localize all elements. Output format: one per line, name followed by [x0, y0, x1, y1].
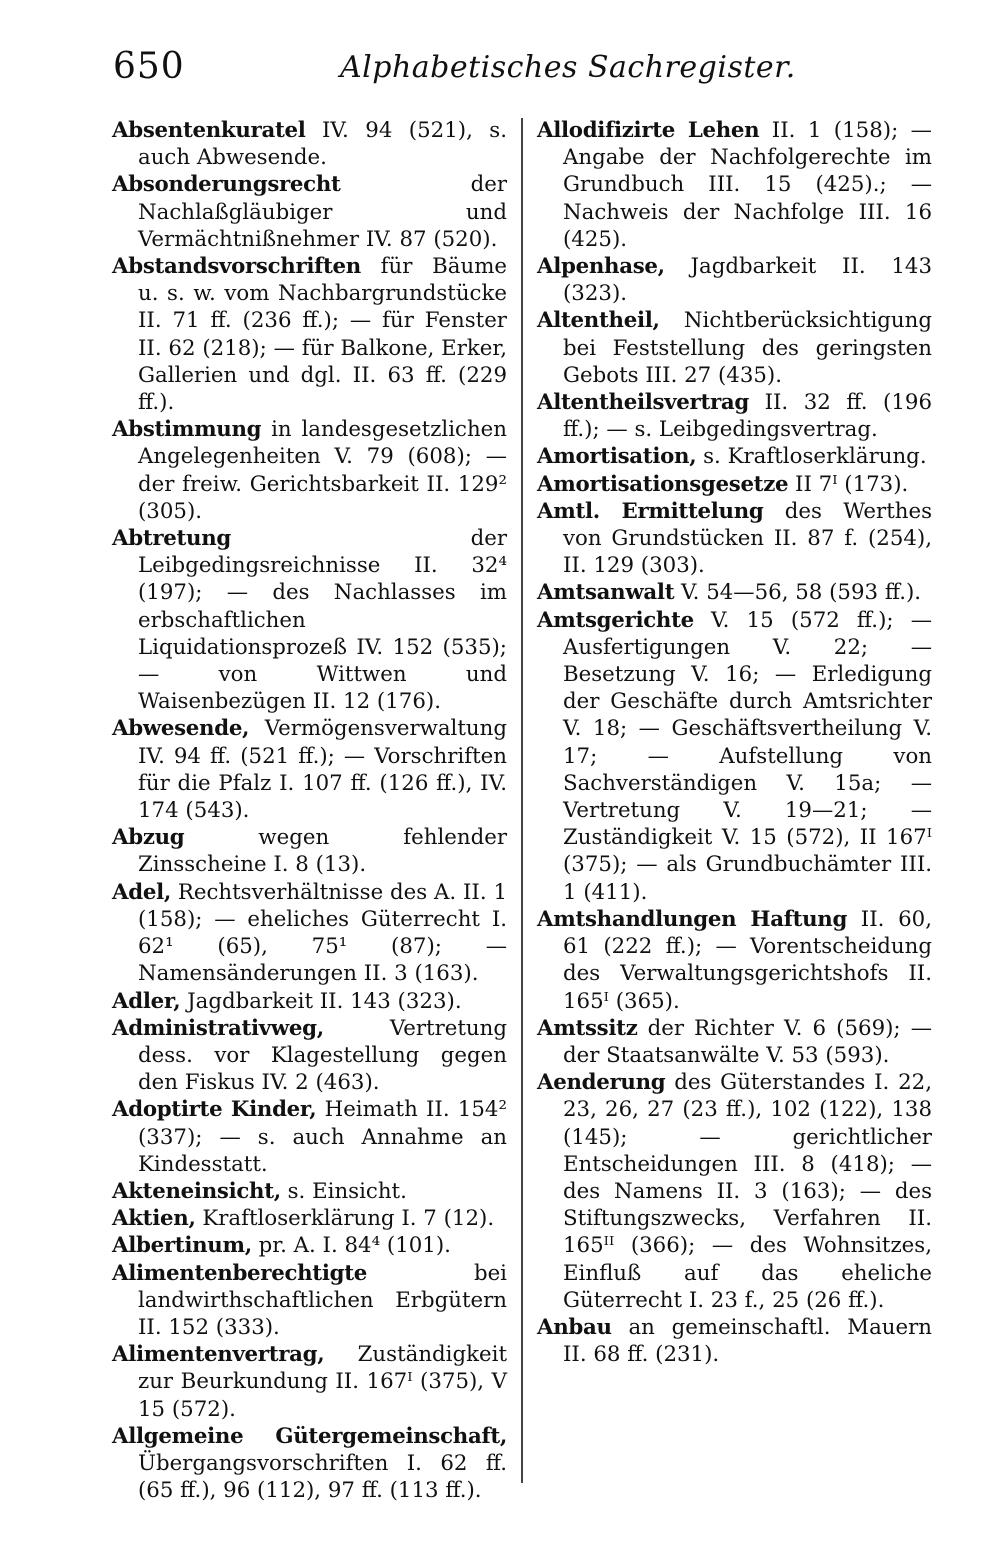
index-entry: [112, 715, 507, 824]
index-entry-headword: Altentheil,: [537, 308, 660, 334]
index-entry-references: in landesgesetzlichen Angelegenheiten V. 79 (608); — der freiw. Gerichtsbarkeit II. 129² (305).: [138, 417, 507, 524]
index-entry-references: der Leibgedingsreichnisse II. 32⁴ (197); — des Nachlasses im erbschaftlichen Liquidationsprozeß IV. 152 (535); — von Wittwen und Waisenbezügen II. 12 (176).: [138, 526, 507, 715]
index-entry-headword: Amtssitz: [537, 1015, 638, 1041]
index-entry-references: Vertretung dess. vor Klagestellung gegen den Fiskus IV. 2 (463).: [138, 1015, 507, 1096]
index-entry-headword: Allodifizirte Lehen: [537, 118, 760, 143]
index-entry-references: V. 15 (572 ff.); — Ausfertigungen V. 22; — Besetzung V. 16; — Erledigung der Geschäfte durch Amtsrichter V. 18; — Geschäftsvertheilung V. 17; — Aufstellung von Sachverständigen V. 15a; — Vertretung V. 19—21; — Zuständigkeit V. 15 (572), II 167ᴵ (375); — als Grundbuchämter III. 1 (411).: [563, 607, 932, 905]
index-entry-references: Jagdbarkeit II. 143 (323).: [563, 254, 932, 307]
index-entry-references: für Bäume u. s. w. vom Nachbargrundstücke II. 71 ff. (236 ff.); — für Fenster II. 62 (218); — für Balkone, Erker, Gallerien und dgl. II. 63 ff. (229 ff.).: [138, 254, 507, 416]
index-entry: [537, 1015, 932, 1069]
left-column: [112, 117, 507, 1504]
index-entry: [537, 579, 932, 606]
index-entry-headword: Amtsgerichte: [537, 607, 694, 633]
index-entry-headword: Amortisation,: [537, 444, 697, 470]
index-entry-headword: Allgemeine Gütergemeinschaft,: [112, 1423, 507, 1449]
index-entry-references: Jagdbarkeit II. 143 (323).: [180, 988, 462, 1014]
index-entry: [112, 1232, 507, 1259]
index-entry-headword: Aenderung: [537, 1070, 666, 1096]
index-entry-references: Kraftloserklärung I. 7 (12).: [195, 1206, 495, 1232]
index-entry-headword: Anbau: [537, 1314, 612, 1340]
index-entry-references: II 7ᴵ (173).: [788, 471, 909, 497]
index-entry-headword: Adler,: [112, 988, 181, 1014]
index-entry: [112, 1341, 507, 1423]
index-entry: [112, 1205, 507, 1232]
index-entry-references: II. 1 (158); — Angabe der Nachfolgerechte im Grundbuch III. 15 (425).; — Nachweis der Nachfolge III. 16 (425).: [563, 118, 932, 252]
index-entry-headword: Aktien,: [112, 1206, 196, 1232]
index-entry-references: der Richter V. 6 (569); — der Staatsanwälte V. 53 (593).: [563, 1015, 932, 1068]
index-entry-references: II. 32 ff. (196 ff.); — s. Leibgedingsvertrag.: [563, 390, 932, 443]
index-entry-references: s. Kraftloserklärung.: [696, 444, 927, 470]
index-entry-references: an gemeinschaftl. Mauern II. 68 ff. (231).: [563, 1314, 932, 1368]
index-entry: [537, 906, 932, 1015]
index-entry: [112, 1178, 507, 1205]
index-entry-headword: Albertinum,: [112, 1233, 252, 1259]
index-entry: [537, 1314, 932, 1368]
index-entry: [112, 988, 507, 1015]
index-entry-references: IV. 94 (521), s. auch Abwesende.: [138, 118, 507, 171]
index-entry: [112, 1423, 507, 1505]
index-entry-references: wegen fehlender Zinsscheine I. 8 (13).: [138, 825, 507, 878]
index-entry-references: pr. A. I. 84⁴ (101).: [251, 1233, 451, 1259]
index-entry-headword: Abwesende,: [112, 716, 250, 742]
index-entry-headword: Abzug: [112, 825, 185, 851]
index-entry-references: Rechtsverhältnisse des A. II. 1 (158); — eheliches Güterrecht I. 62¹ (65), 75¹ (87); — Namensänderungen II. 3 (163).: [138, 879, 507, 987]
index-entry: [112, 171, 507, 253]
index-entry: [112, 117, 507, 171]
index-entry-headword: Adoptirte Kinder,: [112, 1097, 317, 1123]
running-title: Alphabetisches Sachregister.: [340, 50, 796, 85]
column-divider: [521, 118, 523, 1483]
index-entry-references: Übergangsvorschriften I. 62 ff. (65 ff.), 96 (112), 97 ff. (113 ff.).: [138, 1450, 507, 1504]
index-entry: [112, 416, 507, 525]
right-column: [537, 117, 932, 1368]
index-entry-references: Zuständigkeit zur Beurkundung II. 167ᴵ (375), V 15 (572).: [138, 1342, 507, 1422]
index-entry: [112, 525, 507, 715]
index-entry-references: s. Einsicht.: [280, 1178, 407, 1204]
index-entry-references: bei landwirthschaftlichen Erbgütern II. 152 (333).: [138, 1260, 507, 1340]
index-entry-references: der Nachlaßgläubiger und Vermächtnißnehmer IV. 87 (520).: [138, 172, 507, 252]
index-entry: [537, 498, 932, 580]
index-entry-headword: Amtl. Ermittelung: [537, 498, 764, 524]
index-entry-headword: Alimentenvertrag,: [112, 1342, 325, 1368]
index-entry: [112, 879, 507, 988]
index-entry-references: II. 60, 61 (222 ff.); — Vorentscheidung des Verwaltungsgerichtshofs II. 165ᴵ (365).: [563, 906, 932, 1014]
index-entry: [112, 253, 507, 416]
index-entry-headword: Abstimmung: [112, 417, 262, 443]
index-entry: [112, 1260, 507, 1342]
index-entry: [112, 1015, 507, 1097]
index-entry-headword: Altentheilsvertrag: [537, 390, 750, 416]
index-entry-headword: Absonderungsrecht: [112, 172, 341, 198]
index-entry: [537, 253, 932, 307]
index-entry-references: Nichtberücksichtigung bei Feststellung des geringsten Gebots III. 27 (435).: [563, 308, 932, 388]
index-entry-references: Heimath II. 154² (337); — s. auch Annahme an Kindesstatt.: [138, 1097, 507, 1177]
index-entry-headword: Administrativweg,: [112, 1015, 324, 1041]
index-entry: [537, 471, 932, 498]
index-entry: [537, 117, 932, 253]
index-entry-headword: Amortisationsgesetze: [537, 471, 789, 497]
index-entry-references: V. 54—56, 58 (593 ff.).: [674, 580, 922, 606]
index-entry-headword: Amtshandlungen Haftung: [537, 906, 848, 932]
page-header: [0, 40, 1000, 90]
index-entry-references: des Werthes von Grundstücken II. 87 f. (254), II. 129 (303).: [563, 498, 933, 579]
index-entry: [112, 824, 507, 878]
index-entry: [537, 389, 932, 443]
index-entry-headword: Abstandsvorschriften: [112, 254, 361, 280]
index-entry-references: des Güterstandes I. 22, 23, 26, 27 (23 ff.), 102 (122), 138 (145); — gerichtlicher Entscheidungen III. 8 (418); — des Namens II. 3 (163); — des Stiftungszwecks, Verfahren II. 165ᴵᴵ (366); — des Wohnsitzes, Einfluß auf das eheliche Güterrecht I. 23 f., 25 (26 ff.).: [563, 1070, 932, 1313]
index-entry: [537, 443, 932, 470]
index-entry: [537, 307, 932, 389]
index-entry-headword: Adel,: [112, 879, 171, 905]
page-number: 650: [113, 46, 185, 87]
index-entry-headword: Akteneinsicht,: [112, 1178, 281, 1204]
index-entry: [537, 1069, 932, 1314]
index-entry-headword: Absentenkuratel: [112, 118, 306, 143]
index-entry-headword: Abtretung: [112, 526, 232, 552]
index-entry: [112, 1096, 507, 1178]
index-entry-headword: Alimentenberechtigte: [112, 1260, 368, 1286]
index-entry-references: Vermögensverwaltung IV. 94 ff. (521 ff.); — Vorschriften für die Pfalz I. 107 ff. (126 ff.), IV. 174 (543).: [138, 716, 507, 824]
index-entry-headword: Alpenhase,: [537, 254, 665, 280]
index-entry-headword: Amtsanwalt: [537, 580, 675, 606]
index-entry: [537, 607, 932, 906]
